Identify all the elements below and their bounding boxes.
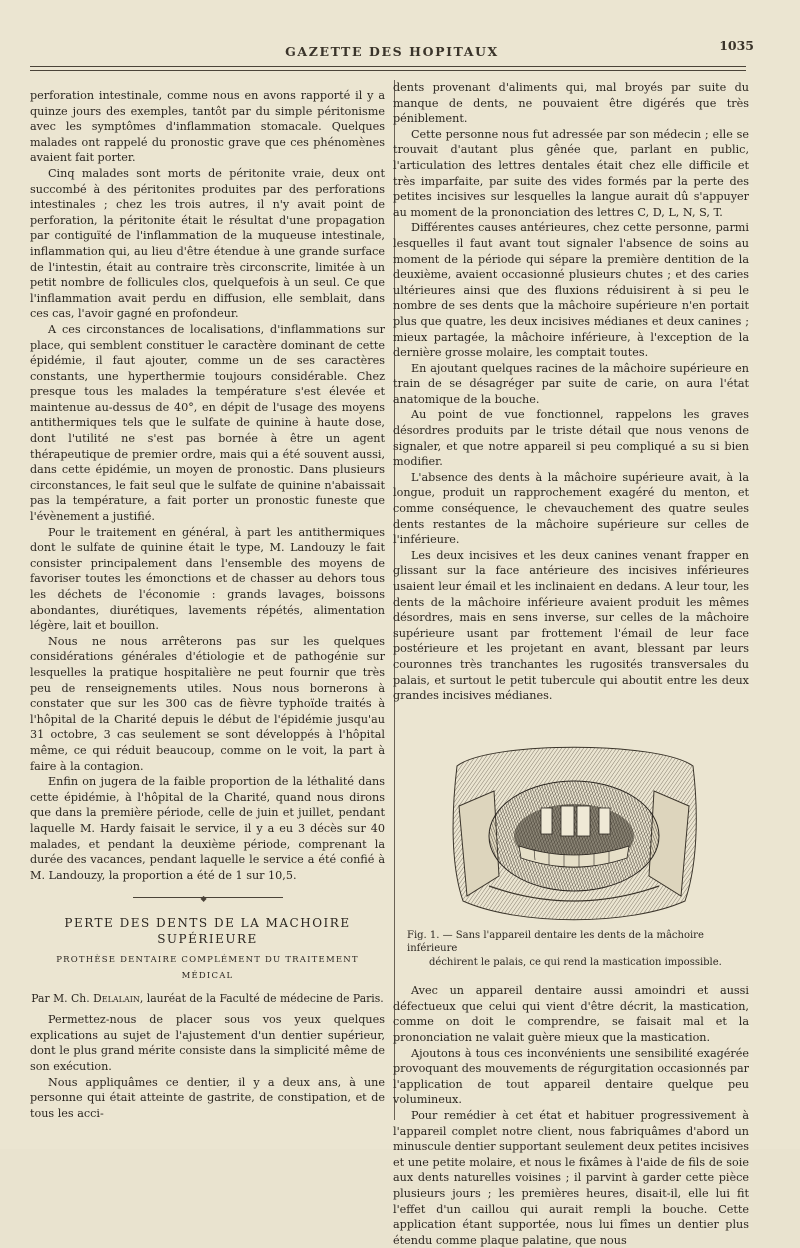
paragraph: A ces circonstances de localisations, d'inflammations sur place, qui semblent constituer le caractère dominant de cette épidémie, il faut ajouter, comme un de ses caractères constants, une hyperthermie toujours considérable. Chez presque tous les malades la température s'est élevée et maintenue au-dessus de 40°, en dépit de l'usage des moyens antithermiques tels que le sulfate de quinine à haute dose, dont l'utilité ne s'est pas bornée à être un agent thérapeutique de premier ordre, mais qui a été souvent aussi, dans cette épidémie, un moyen de pronostic. Dans plusieurs circonstances, le fait seul que le sulfate de quinine n'abaissait pas la température, a fait porter un pronostic funeste que l'évènement a justifié. [30, 322, 385, 524]
byline-suffix: , lauréat de la Faculté de médecine de Paris. [139, 991, 384, 1005]
caption-line-2: déchirent le palais, ce qui rend la mastication impossible. [429, 956, 722, 968]
header-rule [30, 66, 746, 67]
paragraph: Au point de vue fonctionnel, rappelons les graves désordres produits par le triste détail que nous venons de signaler, et que notre appareil si peu compliqué a su si bien modifier. [393, 408, 749, 469]
figure-mouth-illustration [449, 736, 699, 921]
paragraph: Enfin on jugera de la faible proportion de la léthalité dans cette épidémie, à l'hôpital de la Charité, quand nous dirons que dans la première période, celle de juin et juillet, pendant laquelle M. Hardy faisait le service, il y a eu 3 décès sur 40 malades, et pendant la deuxième période, comprenant la durée des vacances, pendant laquelle le service a été confié à M. Landouzy, la proportion a été de 1 sur 10,5. [30, 775, 385, 882]
article-title: PERTE DES DENTS DE LA MACHOIRE SUPÉRIEURE [64, 916, 351, 946]
paragraph: Différentes causes antérieures, chez cette personne, parmi lesquelles il faut avant tout signaler l'absence de soins au moment de la période qui sépare la première dentition de la deuxième, avaient occasionné plusieurs chutes ; et des caries ultérieures ainsi que des fluxions réduisirent à si peu le nombre de ses dents que la mâchoire supérieure n'en portait plus que quatre, les deux incisives médianes et deux canines ; mieux partagée, la mâchoire inférieure, à l'exception de la dernière grosse molaire, les comptait toutes. [393, 221, 749, 360]
left-column [30, 88, 385, 1121]
paragraph: L'absence des dents à la mâchoire supérieure avait, à la longue, produit un rapprochement exagéré du menton, et comme conséquence, le chevauchement des quatre seules dents restantes de la mâchoire supérieure sur celles de l'inférieure. [393, 470, 749, 547]
paragraph: Nous ne nous arrêterons pas sur les quelques considérations générales d'étiologie et de pathogénie sur lesquelles la pratique hospitalière ne peut fournir que très peu de renseignements utiles. Nous nous bornerons à constater que sur les 300 cas de fièvre typhoïde traités à l'hôpital de la Charité depuis le début de l'épidémie jusqu'au 31 octobre, 3 cas seulement se sont développés à l'hôpital même, ce qui réduit beaucoup, comme on le voit, la part à faire à la contagion. [30, 634, 385, 773]
paragraph: Cette personne nous fut adressée par son médecin ; elle se trouvait d'autant plus gênée que, parlant en public, l'articulation des lettres dentales était chez elle difficile et très imparfaite, par suite des vides formés par la perte des petites incisives sur lesquelles la langue aurait dû s'appuyer au moment de la prononciation des lettres C, D, L, N, S, T. [393, 127, 749, 219]
paragraph: dents provenant d'aliments qui, mal broyés par suite du manque de dents, ne pouvaient être digérés que très péniblement. [393, 81, 749, 126]
byline-author: Delalain [93, 991, 140, 1005]
right-column [393, 80, 749, 1248]
figure-caption [407, 929, 749, 970]
paragraph: En ajoutant quelques racines de la mâchoire supérieure en train de se désagréger par suite de carie, on aura l'état anatomique de la bouche. [393, 361, 749, 406]
section-divider [133, 897, 283, 898]
paragraph: perforation intestinale, comme nous en avons rapporté il y a quinze jours des exemples, tantôt par du simple péritonisme avec les symptômes d'inflammation stomacale. Quelques malades ont rappelé du pronostic grave que ces phénomènes avaient fait porter. [30, 89, 385, 165]
mouth-engraving [449, 736, 699, 921]
paragraph: Avec un appareil dentaire aussi amoindri et aussi défectueux que celui qui vient d'être décrit, la mastication, comme on doit le comprendre, se faisait mal et la prononciation ne valait guère mieux que la mastication. [393, 984, 749, 1045]
page-number: 1035 [719, 38, 754, 53]
paragraph: Pour remédier à cet état et habituer progressivement à l'appareil complet notre client, nous fabriquâmes d'abord un minuscule dentier supportant seulement deux petites incisives et une petite molaire, et nous le fixâmes à l'aide de fils de soie aux dents naturelles voisines ; il parvint à garder cette pièce plusieurs jours ; les premières heures, disait-il, elle lui fit l'effet d'un caillou qui aurait rempli la bouche. Cette application étant supportée, nous lui fîmes un dentier plus étendu comme plaque palatine, que nous [393, 1109, 749, 1247]
article-byline [30, 991, 385, 1007]
caption-line-1: Fig. 1. — Sans l'appareil dentaire les dents de la mâchoire inférieure [407, 929, 704, 955]
paragraph: Permettez-nous de placer sous vos yeux quelques explications au sujet de l'ajustement d'un dentier supérieur, dont le plus grand mérite consiste dans la simplicité même de son exécution. [30, 1013, 385, 1074]
page-header [30, 36, 754, 62]
paragraph: Cinq malades sont morts de péritonite vraie, deux ont succombé à des péritonites produites par des perforations intestinales ; chez les trois autres, il n'y avait point de perforation, la péritonite était le résultat d'une propagation par contiguïté de l'inflammation de la muqueuse intestinale, inflammation qui, au lieu d'être étendue à une grande surface de l'intestin, était au contraire très circonscrite, limitée à un petit nombre de follicules clos, quelquefois à un seul. Ce que l'inflammation avait perdu en diffusion, elle semblait, dans ces cas, l'avoir gagné en profondeur. [30, 166, 385, 321]
running-title: GAZETTE DES HOPITAUX [285, 44, 499, 59]
paragraph: Pour le traitement en général, à part les antithermiques dont le sulfate de quinine était le type, M. Landouzy le fait consister principalement dans l'ensemble des moyens de favoriser toutes les émonctions et de chasser au dehors tous les déchets de l'économie : grands lavages, boissons abondantes, diurétiques, lavements répétés, alimentation légère, lait et bouillon. [30, 525, 385, 633]
article-subtitle: PROTHÈSE DENTAIRE COMPLÉMENT DU TRAITEMENT MÉDICAL [56, 955, 359, 982]
paragraph: Les deux incisives et les deux canines venant frapper en glissant sur la face antérieure des incisives inférieures usaient leur émail et les inclinaient en dedans. A leur tour, les dents de la mâchoire inférieure avaient produit les mêmes désordres, mais en sens inverse, sur celles de la mâchoire supérieure usant par frottement l'émail de leur face postérieure et les projetant en avant, blessant par leurs couronnes très tranchantes les rugosités transversales du palais, et surtout le petit tubercule qui aboutit entre les deux grandes incisives médianes. [393, 548, 749, 703]
paragraph: Ajoutons à tous ces inconvénients une sensibilité exagérée provoquant des mouvements de régurgitation occasionnés par l'application de tout appareil dentaire quelque peu volumineux. [393, 1046, 749, 1107]
byline-prefix: Par M. Ch. [31, 991, 94, 1005]
header-rule-thin [30, 70, 746, 71]
paragraph: Nous appliquâmes ce dentier, il y a deux ans, à une personne qui était atteinte de gastrite, de constipation, et de tous les acci- [30, 1075, 385, 1120]
